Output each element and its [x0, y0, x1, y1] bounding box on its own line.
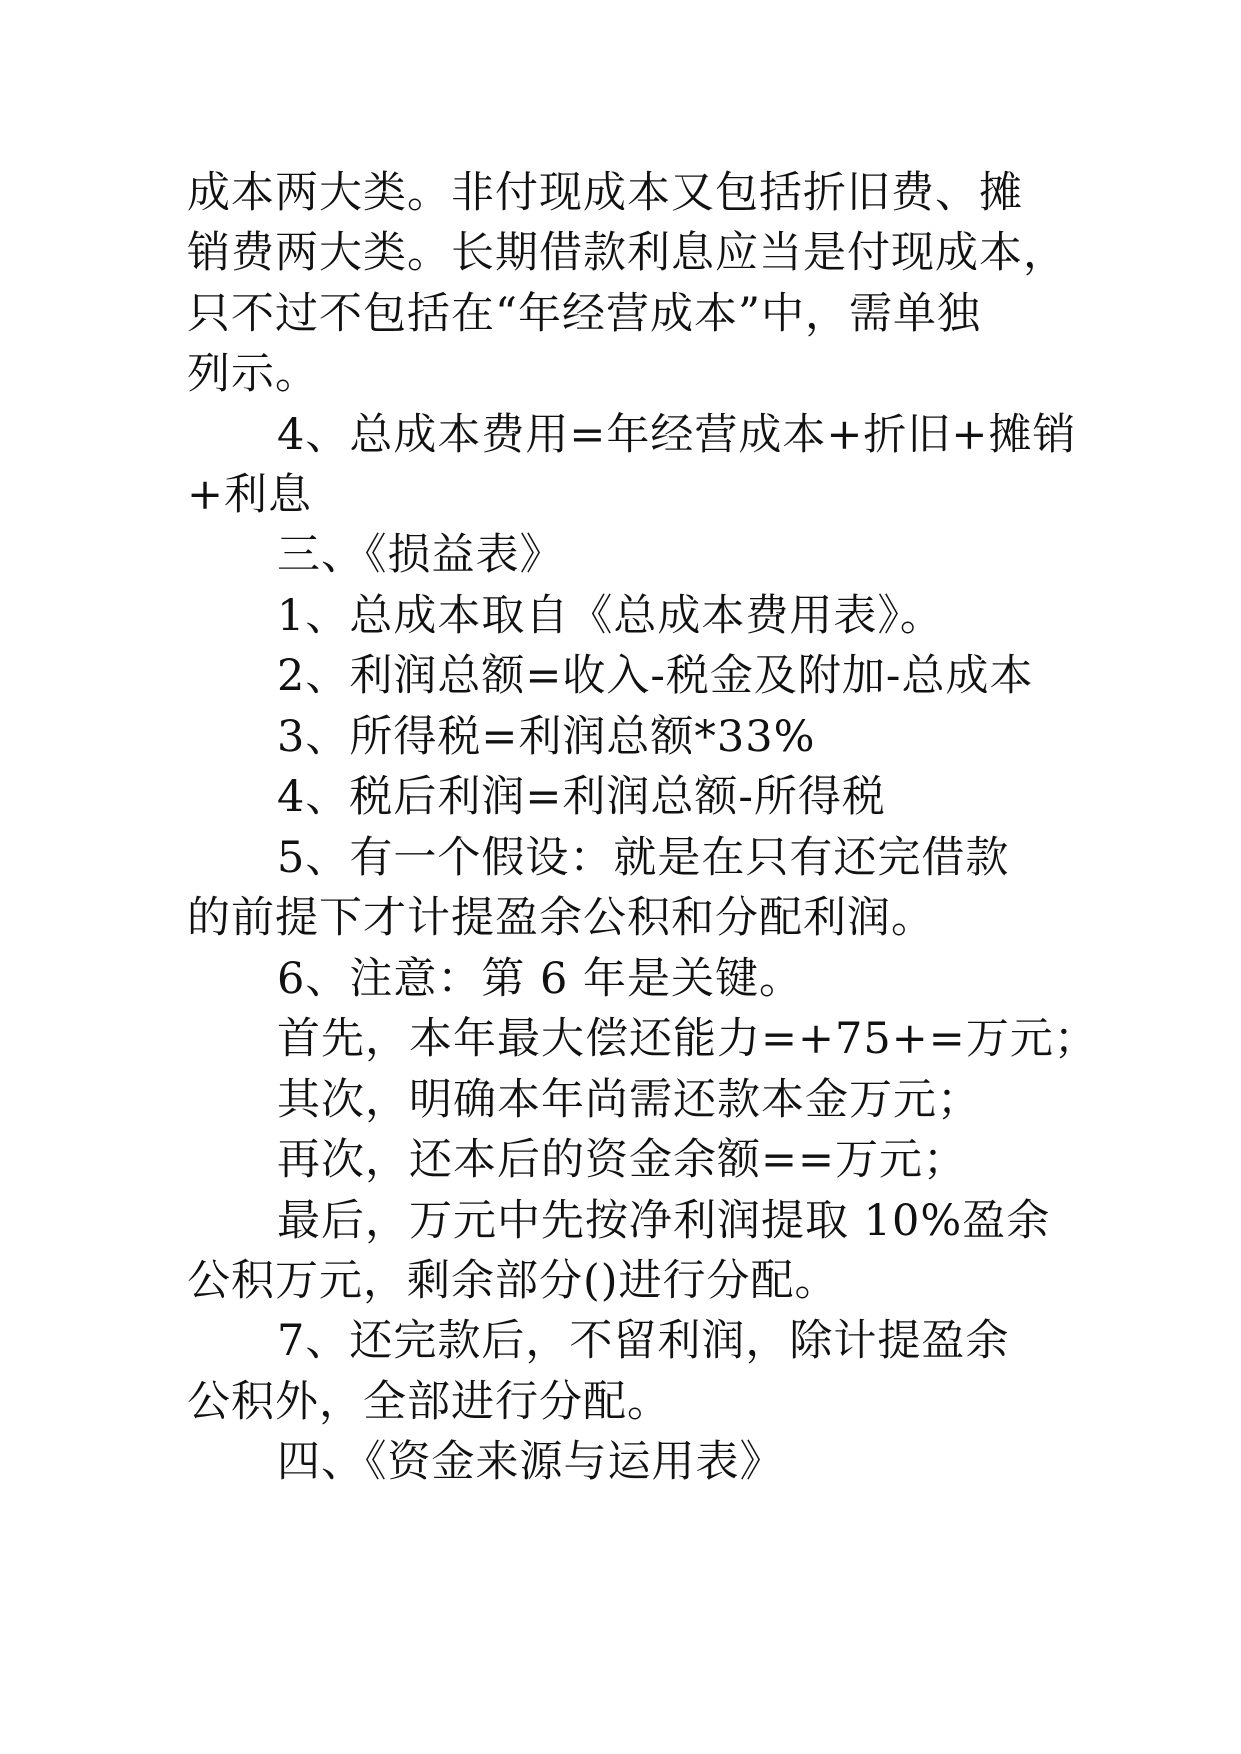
text-line-11: 4、税后利润=利润总额-所得税	[277, 772, 886, 822]
text-line-21: 公积外，全部进行分配。	[187, 1377, 671, 1427]
text-line-9: 2、利润总额=收入-税金及附加-总成本	[277, 651, 1034, 701]
text-line-16: 其次，明确本年尚需还款本金万元；	[277, 1075, 981, 1125]
text-line-14: 6、注意：第 6 年是关键。	[277, 954, 804, 1004]
text-line-10: 3、所得税=利润总额*33%	[277, 712, 816, 762]
text-line-2: 销费两大类。长期借款利息应当是付现成本，	[187, 228, 1067, 278]
text-line-17: 再次，还本后的资金余额==万元；	[277, 1135, 968, 1185]
text-line-15: 首先，本年最大偿还能力=+75+=万元；	[277, 1014, 1098, 1064]
text-line-20: 7、还完款后，不留利润，除计提盈余	[277, 1316, 1010, 1366]
text-line-13: 的前提下才计提盈余公积和分配利润。	[187, 893, 935, 943]
text-line-3: 只不过不包括在“年经营成本”中，需单独	[187, 289, 981, 339]
text-line-18: 最后，万元中先按净利润提取 10%盈余	[277, 1196, 1051, 1246]
text-line-6: +利息	[187, 470, 313, 520]
text-line-5: 4、总成本费用=年经营成本+折旧+摊销	[277, 410, 1077, 460]
text-line-1: 成本两大类。非付现成本又包括折旧费、摊	[187, 168, 1023, 218]
section-heading-4: 四、《资金来源与运用表》	[277, 1437, 784, 1487]
text-line-19: 公积万元，剩余部分()进行分配。	[187, 1256, 839, 1306]
text-line-12: 5、有一个假设：就是在只有还完借款	[277, 833, 1010, 883]
section-heading-3: 三、《损益表》	[277, 530, 564, 580]
text-line-4: 列示。	[187, 349, 319, 399]
text-line-8: 1、总成本取自《总成本费用表》。	[277, 591, 944, 641]
